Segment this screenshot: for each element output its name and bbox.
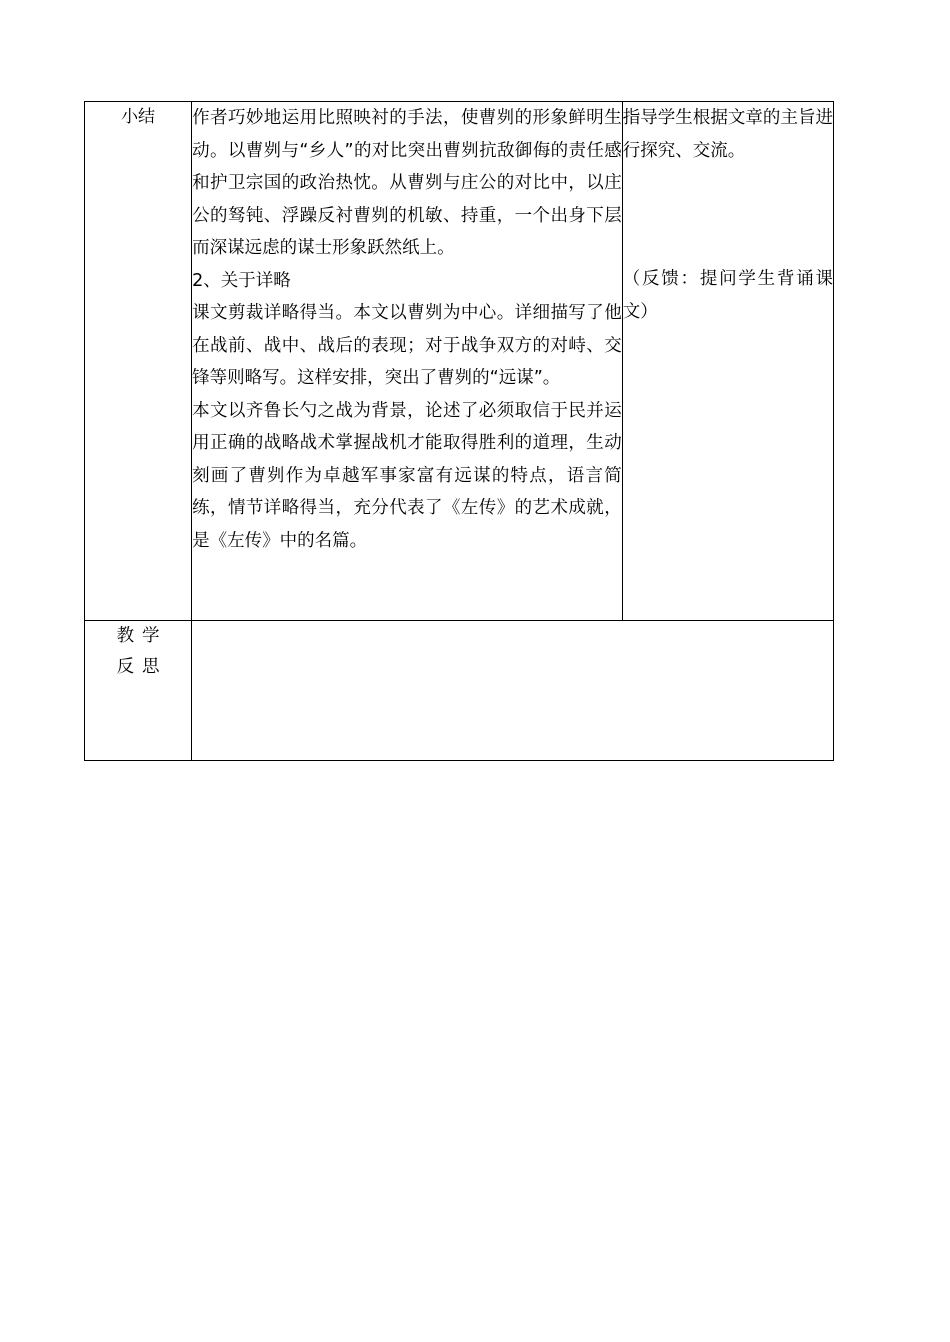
reflection-label-cell bbox=[85, 621, 192, 761]
reflection-row bbox=[85, 621, 834, 761]
lesson-plan-table bbox=[84, 101, 834, 761]
feedback-text: （反馈：提问学生背诵课文） bbox=[622, 269, 833, 322]
reflection-content-cell bbox=[192, 621, 834, 761]
summary-guidance-cell bbox=[622, 102, 833, 621]
summary-label-cell bbox=[85, 102, 192, 621]
summary-content-cell bbox=[192, 102, 623, 621]
guidance-text: 指导学生根据文章的主旨进行探究、交流。 bbox=[622, 108, 833, 161]
reflection-label-line2: 反思 bbox=[116, 657, 168, 677]
guidance-spacer bbox=[623, 167, 833, 263]
reflection-label-line1: 教学 bbox=[116, 626, 168, 646]
summary-label: 小结 bbox=[121, 107, 156, 127]
summary-row bbox=[85, 102, 834, 621]
summary-paragraph-conclusion: 本文以齐鲁长勺之战为背景，论述了必须取信于民并运用正确的战略战术掌握战机才能取得胜利的道理，生动刻画了曹刿作为卓越军事家富有远谋的特点，语言简练，情节详略得当，充分代表了《左传》的艺术成就，是《左传》中的名篇。 bbox=[192, 400, 622, 551]
summary-heading-detail: 2、关于详略 bbox=[192, 270, 291, 291]
summary-paragraph-detail: 课文剪裁详略得当。本文以曹刿为中心。详细描写了他在战前、战中、战后的表现；对于战争双方的对峙、交锋等则略写。这样安排，突出了曹刿的“远谋”。 bbox=[192, 303, 622, 388]
summary-paragraph-contrast: 作者巧妙地运用比照映衬的手法，使曹刿的形象鲜明生动。以曹刿与“乡人”的对比突出曹刿抗敌御侮的责任感和护卫宗国的政治热忱。从曹刿与庄公的对比中，以庄公的驽钝、浮躁反衬曹刿的机敏、持重，一个出身下层而深谋远虑的谋士形象跃然纸上。 bbox=[192, 108, 622, 258]
